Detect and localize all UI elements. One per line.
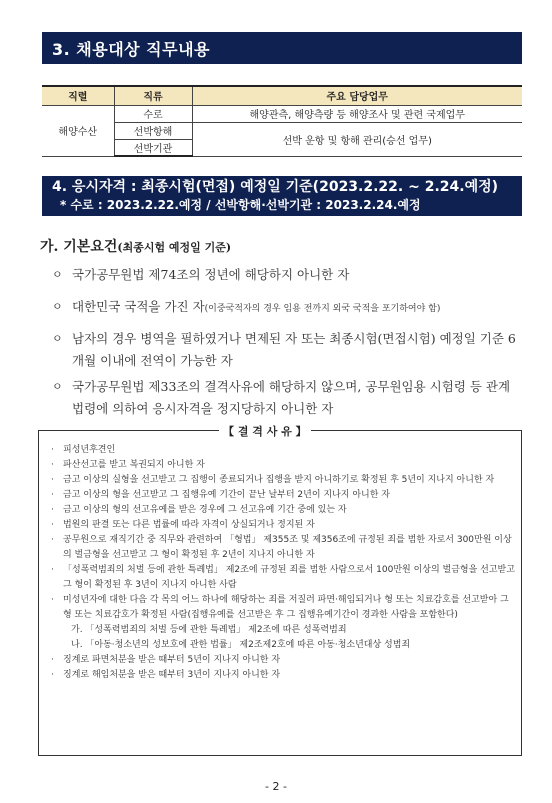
section-3-header [42, 32, 522, 64]
section-3-title: 3. 채용대상 직무내용 [52, 39, 210, 59]
cell-duty: 해양관측, 해양측량 등 해양조사 및 관련 국제업무 [192, 105, 522, 122]
bullet-icon: · [51, 445, 54, 455]
disqualification-list [51, 443, 519, 683]
list-item: · 금고 이상의 형을 선고받고 그 집행유예 기간이 끝난 날부터 2년이 지나지 아니한 자 [51, 488, 519, 503]
subheading-paren: (최종시험 예정일 기준) [117, 241, 232, 254]
requirement-text: 국가공무원법 제33조의 결격사유에 해당하지 않으며, 공무원임용 시험령 등 관계법령에 의하여 응시자격을 정지당하지 아니한 자 [72, 379, 511, 416]
requirement-text: 국가공무원법 제74조의 정년에 해당하지 아니한 자 [72, 267, 350, 282]
duty-table-header-row [42, 86, 522, 105]
table-row [42, 122, 522, 139]
list-item: · 징계로 파면처분을 받은 때부터 5년이 지나지 아니한 자 [51, 653, 519, 668]
section-4-dates: * 수로 : 2023.2.22.예정 / 선박항해·선박기관 : 2023.2.24.예정 [60, 198, 421, 212]
requirement-item [52, 264, 532, 286]
disqualification-box [38, 425, 522, 756]
bullet-icon: · [51, 460, 54, 470]
header-series: 직렬 [42, 86, 114, 105]
section-4-title: 4. 응시자격 : 최종시험(면접) 예정일 기준(2023.2.22. ~ 2.24.예정) [52, 179, 499, 195]
bullet-icon: · [51, 475, 54, 485]
header-duty: 주요 담당업무 [192, 86, 522, 105]
bullet-icon: · [51, 655, 54, 665]
list-subitem: 나. 「아동·청소년의 성보호에 관한 법률」 제2조제2호에 따른 아동·청소년대상 성범죄 [71, 640, 411, 650]
bullet-icon: · [51, 505, 54, 515]
bullet-icon: · [51, 490, 54, 500]
subheading-main: 가. 기본요건 [40, 239, 118, 255]
header-class: 직류 [114, 86, 192, 105]
requirement-item [52, 376, 522, 420]
list-item: · 미성년자에 대한 다음 각 목의 어느 하나에 해당하는 죄를 저질러 파면·해임되거나 형 또는 치료감호를 선고받아 그 형 또는 치료감호가 확정된 사람(집행유예를 선고받은 후 그 집행유예기간이 경과한 사람을 포함한다) [51, 595, 509, 620]
requirement-note: (이중국적자의 경우 임용 전까지 외국 국적을 포기하여야 함) [204, 304, 441, 314]
list-item: · 피성년후견인 [51, 443, 519, 458]
list-item: · 「성폭력범죄의 처벌 등에 관한 특례법」 제2조에 규정된 죄를 범한 사람으로서 100만원 이상의 벌금형을 선고받고 그 형이 확정된 후 3년이 지나지 아니한 사람 [51, 565, 515, 590]
list-subitem: 가. 「성폭력범죄의 처벌 등에 관한 특례법」 제2조에 따른 성폭력범죄 [71, 625, 347, 635]
list-item: · 금고 이상의 실형을 선고받고 그 집행이 종료되거나 집행을 받지 아니하기로 확정된 후 5년이 지나지 아니한 자 [51, 473, 519, 488]
requirement-item [52, 328, 522, 372]
list-item: · 공무원으로 재직기간 중 직무와 관련하여 「형법」 제355조 및 제356조에 규정된 죄를 범한 자로서 300만원 이상의 벌금형을 선고받고 그 형이 확정된 후 2년이 지나지 아니한 자 [51, 535, 512, 560]
list-item: · 징계로 해임처분을 받은 때부터 3년이 지나지 아니한 자 [51, 668, 519, 683]
list-item: · 금고 이상의 형의 선고유예를 받은 경우에 그 선고유예 기간 중에 있는 자 [51, 503, 519, 518]
bullet-icon: · [51, 520, 54, 530]
list-item: · 법원의 판결 또는 다른 법률에 따라 자격이 상실되거나 정지된 자 [51, 518, 519, 533]
cell-group: 해양수산 [42, 105, 114, 156]
duty-table [42, 85, 522, 157]
circle-bullet-icon: ㅇ [52, 300, 63, 313]
bullet-icon: · [51, 565, 54, 575]
cell-field: 선박기관 [114, 139, 192, 156]
requirement-text: 남자의 경우 병역을 필하였거나 면제된 자 또는 최종시험(면접시험) 예정일 기준 6개월 이내에 전역이 가능한 자 [72, 331, 516, 368]
bullet-icon: · [51, 670, 54, 680]
bullet-icon: · [51, 595, 54, 605]
circle-bullet-icon: ㅇ [52, 268, 63, 281]
disqualification-title: 【 결 격 사 유 】 [219, 423, 311, 439]
cell-field: 선박항해 [114, 122, 192, 139]
cell-duty: 선박 운항 및 항해 관리(승선 업무) [192, 122, 522, 156]
page-number: - 2 - [265, 780, 287, 793]
requirement-item [52, 296, 532, 320]
table-row [42, 105, 522, 122]
cell-field: 수로 [114, 105, 192, 122]
circle-bullet-icon: ㅇ [52, 380, 63, 393]
basic-requirements-heading [40, 236, 231, 256]
section-4-header [42, 176, 522, 216]
list-item: · 파산선고를 받고 복권되지 아니한 자 [51, 458, 519, 473]
requirement-text: 대한민국 국적을 가진 자 [72, 299, 205, 314]
bullet-icon: · [51, 535, 54, 545]
circle-bullet-icon: ㅇ [52, 332, 63, 345]
